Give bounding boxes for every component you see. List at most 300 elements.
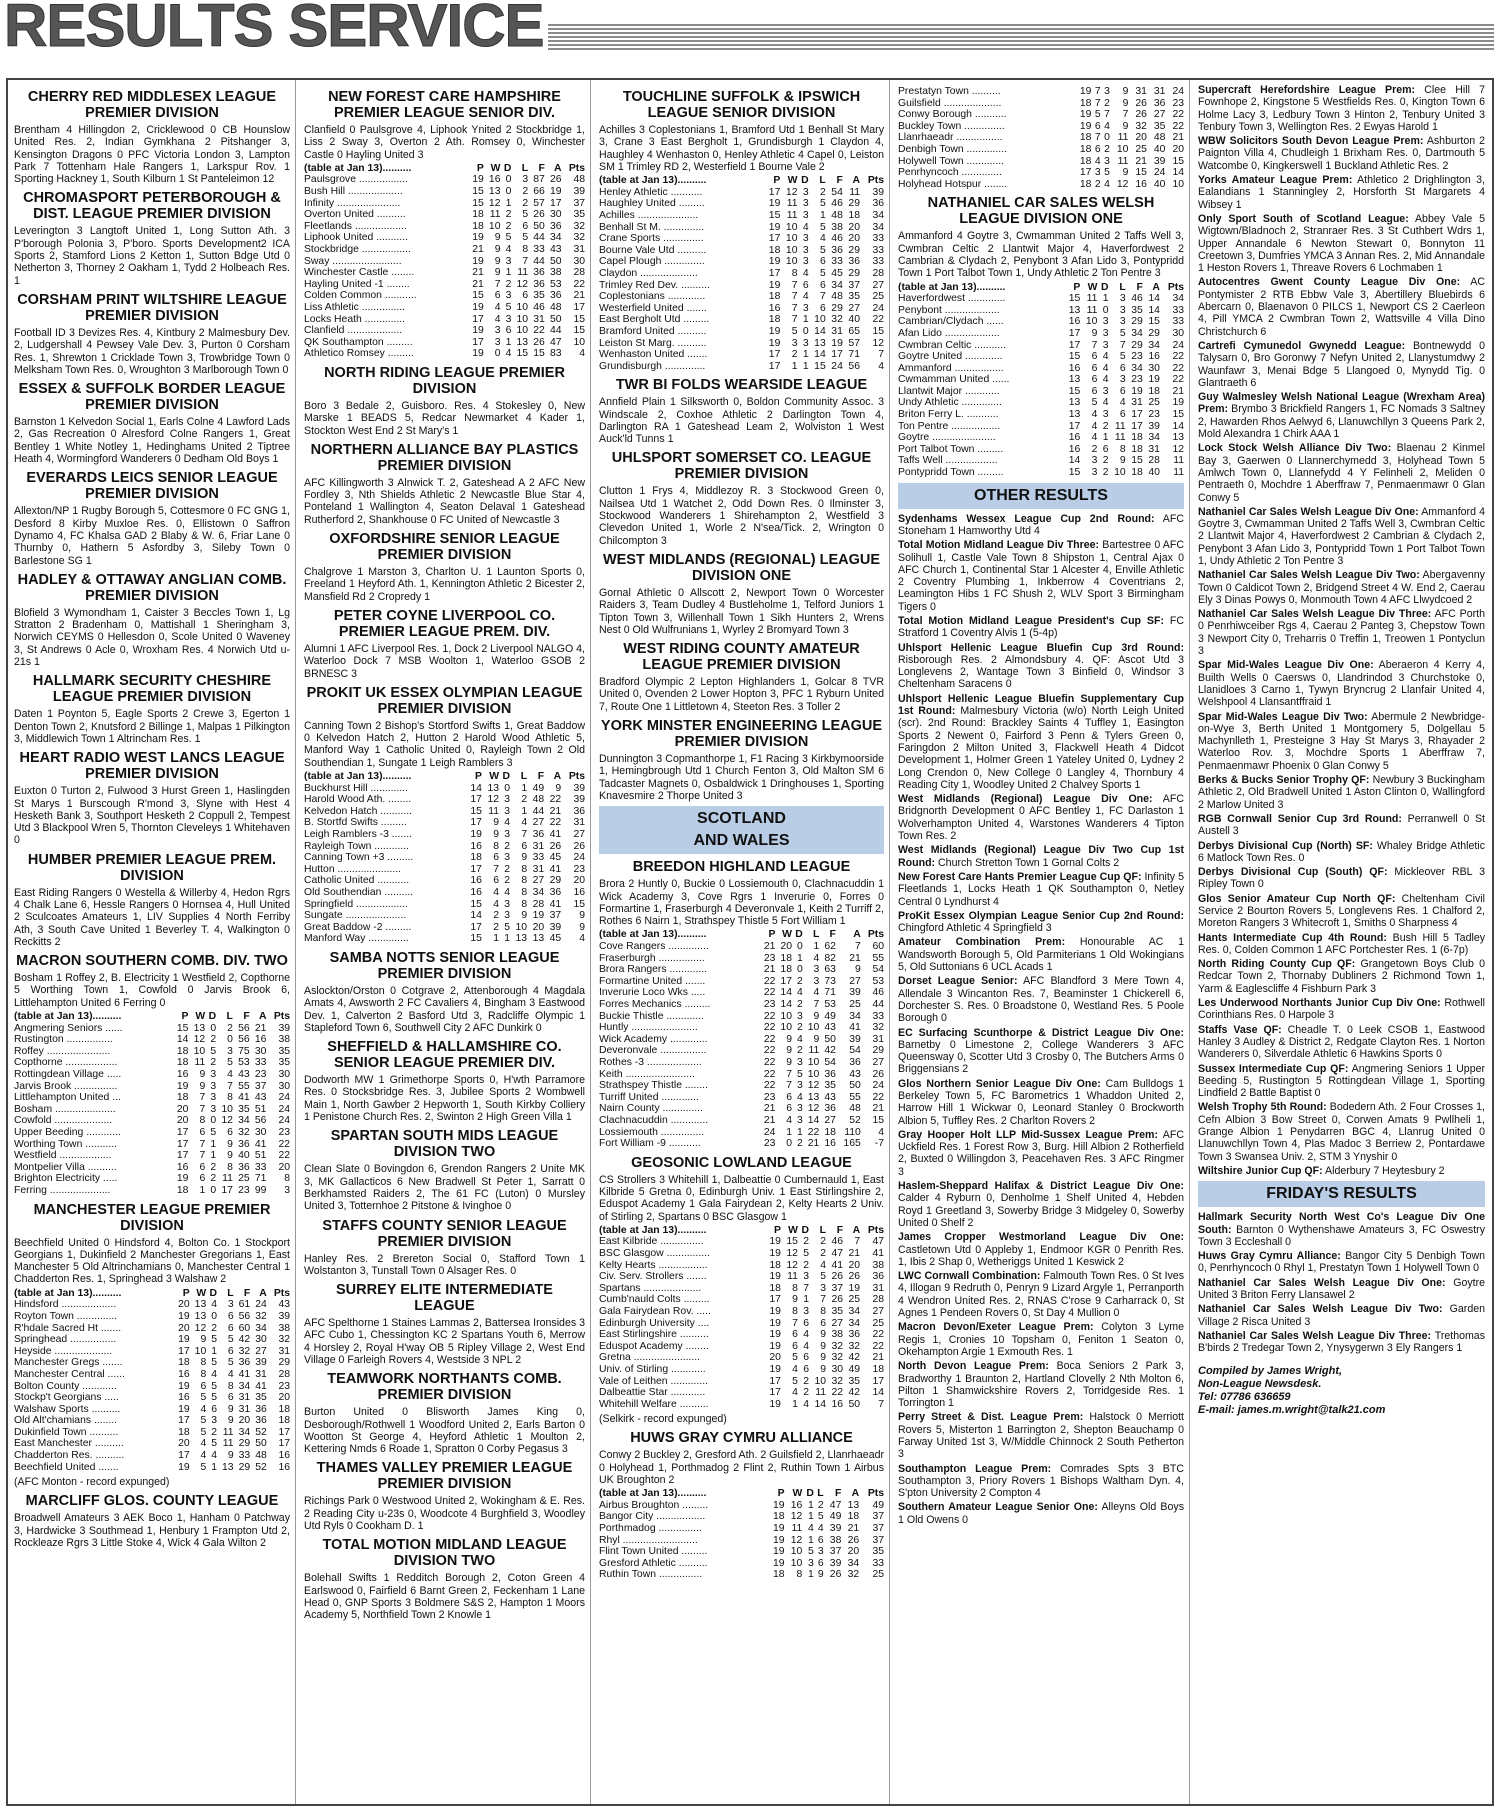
- table-cell: 21: [1172, 132, 1184, 144]
- league-heading: UHLSPORT SOMERSET CO. LEAGUE PREMIER DIVISION: [611, 450, 872, 483]
- table-cell: 19: [1172, 397, 1184, 409]
- competition-name: West Midlands (Regional) League Div Two Cup 1st Round:: [898, 844, 1184, 869]
- table-cell: 53: [238, 1057, 250, 1069]
- table-cell: Westfield ..................: [14, 1150, 112, 1162]
- table-row: [304, 209, 585, 221]
- table-cell: 10: [1114, 467, 1126, 479]
- table-cell: 1: [802, 314, 809, 326]
- table-cell: 19: [768, 221, 781, 233]
- table-cell: 13: [814, 337, 826, 349]
- table-cell: 5: [210, 1127, 217, 1138]
- table-cell: 24: [573, 852, 585, 864]
- table-cell: 49: [872, 1499, 884, 1511]
- table-cell: Ruthin Town ...............: [599, 1569, 703, 1581]
- table-cell: 46: [533, 302, 545, 314]
- league-heading: NATHANIEL CAR SALES WELSH LEAGUE DIVISION ONE: [927, 195, 1155, 228]
- competition-name: Huws Gray Cymru Alliance:: [1198, 1250, 1341, 1263]
- table-cell: 19: [772, 1546, 785, 1558]
- table-cell: 6: [227, 1127, 233, 1138]
- competition-name: Nathaniel Car Sales Welsh League Div Three:: [1198, 1329, 1432, 1342]
- table-cell: 31: [533, 313, 545, 325]
- table-cell: 39: [573, 186, 585, 198]
- table-cell: 16: [278, 1461, 290, 1473]
- table-cell: 6: [1094, 120, 1101, 132]
- table-cell: 11: [808, 1045, 820, 1057]
- table-cell: 35: [848, 291, 860, 303]
- table-cell: 12: [786, 1248, 798, 1260]
- table-cell: 14: [176, 1034, 189, 1046]
- competition-name: Amateur Combination Prem:: [898, 936, 1066, 949]
- results-paragraph: [1198, 866, 1485, 891]
- table-cell: Overton United ..........: [304, 209, 406, 221]
- table-cell: 9: [813, 1010, 820, 1022]
- table-cell: 18: [1079, 155, 1092, 167]
- table-row: [304, 899, 585, 911]
- table-header-cell: W: [195, 1011, 206, 1023]
- table-cell: 24: [1153, 167, 1166, 179]
- table-cell: 17: [780, 975, 792, 987]
- table-cell: 6: [227, 1310, 234, 1322]
- table-header-cell: Pts: [568, 162, 585, 174]
- table-cell: 1: [808, 1511, 814, 1523]
- section-banner: [898, 483, 1184, 509]
- table-cell: 17: [278, 1426, 290, 1438]
- table-cell: 7: [494, 278, 501, 290]
- table-cell: 36: [848, 1329, 861, 1341]
- table-cell: 35: [831, 1306, 844, 1318]
- table-cell: 3: [522, 174, 529, 186]
- league-table: [599, 1225, 884, 1411]
- table-cell: 7: [878, 349, 884, 361]
- table-cell: 41: [831, 1259, 844, 1271]
- table-cell: 23: [763, 1138, 776, 1150]
- table-cell: 19: [769, 1364, 781, 1375]
- table-cell: 18: [1079, 132, 1092, 144]
- results-text: Angmering Seniors 1 Upper Beeding 5, Rustington 5 Rottingdean Village 1, Sporting Lindfield 2 Battle Baptist 0: [1198, 1062, 1485, 1100]
- table-header-cell: P: [773, 1224, 781, 1236]
- league-heading: EVERARDS LEICS SENIOR LEAGUE PREMIER DIVISION: [26, 470, 278, 503]
- results-paragraph: Football ID 3 Devizes Res. 4, Kintbury 2 Malmesbury Dev. 2, Ludgershall 4 Pewsey Vale Dev. 3, Purton 0 Corsham Res. 1, Shrewton 1 Cricklade Town 3, Trowbridge Town 0 Melksham Town Res. 0, Wroughton 3 Marlborough Town 0: [14, 326, 290, 376]
- table-cell: Buckhurst Hill .............: [304, 782, 408, 794]
- table-cell: 6: [199, 1173, 206, 1185]
- table-cell: 23: [763, 952, 776, 964]
- competition-name: Cartrefi Cymunedol Gwynedd League:: [1198, 339, 1406, 352]
- table-cell: 3: [817, 1546, 824, 1558]
- table-cell: 5: [819, 244, 826, 256]
- table-cell: 24: [278, 1092, 290, 1104]
- table-cell: 16: [1068, 443, 1081, 455]
- table-row: [599, 976, 884, 988]
- table-row: [304, 267, 585, 279]
- results-text: Brymbo 3 Brickfield Rangers 1, FC Nomads 3 Saltney 2, Hawarden Rhos Aelwyd 6, Llanuwchllyn 3 Queens Park 2, Mold Alexandra 1 Chirk AAA 1: [1198, 403, 1485, 441]
- table-cell: 1: [808, 1534, 814, 1546]
- table-header-cell: A: [852, 1224, 861, 1236]
- table-cell: 1: [808, 1569, 814, 1581]
- table-cell: 34: [848, 1306, 861, 1318]
- table-cell: 7: [522, 255, 529, 267]
- table-row: [599, 1138, 884, 1150]
- table-cell: 23: [1148, 409, 1160, 421]
- table-cell: Porthmadog ...............: [599, 1523, 702, 1535]
- table-cell: 22: [1172, 362, 1184, 374]
- table-cell: 33: [872, 233, 884, 245]
- table-cell: 29: [238, 1461, 251, 1473]
- table-cell: 5: [504, 921, 511, 933]
- table-cell: 3: [210, 1080, 217, 1092]
- table-cell: 99: [254, 1184, 267, 1196]
- table-cell: 1: [505, 267, 512, 279]
- table-cell: 3: [1094, 167, 1101, 179]
- table-cell: 22: [872, 1329, 884, 1341]
- table-cell: Harold Wood Ath. ........: [304, 794, 412, 806]
- league-table: [304, 163, 585, 360]
- table-cell: 44: [532, 805, 545, 817]
- table-cell: 19: [178, 1403, 190, 1415]
- results-text: Perranwell 0 St Austell 3: [1198, 812, 1485, 838]
- table-cell: 45: [549, 852, 562, 864]
- table-cell: 13: [807, 1091, 820, 1103]
- table-cell: 19: [769, 1306, 781, 1318]
- table-cell: 20: [1172, 143, 1184, 155]
- table-cell: Gretna .......................: [599, 1352, 701, 1364]
- table-cell: 16: [470, 875, 482, 887]
- table-header-cell: A: [853, 929, 861, 941]
- table-cell: 4: [1091, 432, 1098, 444]
- table-cell: 0: [505, 174, 512, 186]
- table-cell: 34: [532, 886, 545, 898]
- competition-name: Lock Stock Welsh Alliance Div Two:: [1198, 442, 1392, 455]
- table-cell: 36: [831, 244, 843, 256]
- table-cell: 12: [516, 278, 529, 290]
- table-cell: 4: [878, 1126, 884, 1138]
- table-cell: 34: [1148, 339, 1160, 351]
- table-cell: 41: [549, 829, 562, 840]
- table-header: [304, 163, 585, 175]
- table-cell: Angmering Seniors ......: [14, 1022, 123, 1034]
- table-cell: 27: [1153, 109, 1166, 121]
- league-heading: GEOSONIC LOWLAND LEAGUE: [631, 1154, 852, 1171]
- table-cell: 44: [550, 325, 562, 337]
- table-row: [304, 841, 585, 853]
- table-cell: 56: [238, 1310, 251, 1322]
- table-cell: 12: [807, 1080, 820, 1092]
- table-cell: 7: [1122, 109, 1129, 121]
- table-cell: 7: [820, 1294, 827, 1306]
- table-cell: 10: [807, 1068, 820, 1080]
- table-cell: 3: [1104, 86, 1110, 97]
- table-cell: 48: [831, 291, 843, 303]
- results-text: Castletown Utd 0 Appleby 1, Endmoor KGR 0 Penrith Res. 1, Ibis 2 Shap 0, Wetheriggs United 1 Keswick 2: [898, 1243, 1184, 1268]
- table-cell: 3: [1102, 385, 1109, 397]
- table-cell: 10: [814, 1375, 827, 1387]
- table-cell: 21: [848, 1248, 861, 1260]
- table-cell: 20: [178, 1299, 190, 1311]
- table-row: [599, 222, 884, 234]
- table-cell: 7: [791, 314, 798, 326]
- table-cell: 16: [790, 1499, 803, 1511]
- table-cell: 87: [533, 174, 545, 186]
- table-cell: 4: [1091, 420, 1098, 432]
- table-cell: 36: [824, 1103, 836, 1115]
- table-cell: 39: [849, 1033, 861, 1045]
- table-cell: 3: [808, 1557, 814, 1569]
- table-cell: 9: [820, 1340, 827, 1352]
- table-cell: 36: [872, 198, 884, 210]
- table-cell: 165: [843, 1138, 861, 1150]
- results-paragraph: AFC Killingworth 3 Alnwick T. 2, Gateshead A 2 AFC New Fordley 3, Nth Shields Athletic 2 Newcastle Blue Star 4, Ponteland 1 Wallington 4, Seaton Delaval 1 Gateshead Rutherford 2, Shankhouse 0 FC United of Newcastle 3: [304, 476, 585, 526]
- table-cell: Worthing Town ...........: [14, 1138, 117, 1150]
- table-row: [599, 245, 884, 257]
- table-cell: Royton Town ..............: [14, 1310, 118, 1322]
- table-cell: 4: [802, 221, 809, 233]
- table-cell: 36: [255, 1403, 267, 1415]
- table-cell: 29: [1148, 327, 1160, 339]
- table-cell: 3: [227, 1299, 234, 1311]
- table-cell: 18: [772, 1511, 785, 1523]
- table-cell: 36: [255, 1415, 267, 1427]
- table-cell: 31: [573, 817, 585, 829]
- table-cell: 22: [763, 987, 776, 999]
- table-cell: 3: [504, 805, 511, 817]
- table-cell: 40: [238, 1150, 250, 1162]
- results-text: Bangor City 5 Denbigh Town 0, Penrhyncoch 0 Rhyl 1, Prestatyn Town 1 Holywell Town 0: [1198, 1250, 1486, 1275]
- table-cell: 21: [849, 952, 861, 964]
- table-cell: 0: [802, 325, 809, 337]
- table-row: [599, 1376, 884, 1388]
- table-cell: 5: [1119, 351, 1126, 363]
- table-cell: 17: [176, 1138, 189, 1150]
- table-cell: 18: [1079, 178, 1092, 190]
- table-cell: 7: [791, 279, 798, 291]
- table-cell: 53: [872, 975, 884, 987]
- table-header-cell: F: [1136, 281, 1143, 293]
- table-cell: 39: [573, 794, 585, 806]
- results-paragraph: [898, 1321, 1184, 1358]
- table-cell: 1: [796, 1126, 803, 1138]
- table-cell: QK Southampton .........: [304, 336, 413, 348]
- table-header-cell: P: [1073, 281, 1081, 293]
- table-cell: Forres Mechanics .........: [599, 998, 711, 1010]
- table-cell: 16: [768, 302, 781, 314]
- table-header-cell: F: [829, 929, 836, 941]
- table-cell: 55: [872, 952, 884, 964]
- competition-name: Nathaniel Car Sales Welsh League Div Three:: [1198, 608, 1432, 621]
- table-header-cell: D: [502, 771, 511, 783]
- table-header-cell: A: [1152, 281, 1160, 293]
- table-cell: 8: [200, 1357, 207, 1369]
- results-paragraph: Barnston 1 Kelvedon Social 1, Earls Colne 4 Lawford Lads 2, Gas Recreation 0 Alresford Colne Rangers 1, Great Bentley 1 White Notley 1, Hedinghams United 2 Tiptree Heath 4, Wormingford Wanderers 0 Dedham Old Boys 1: [14, 416, 290, 466]
- table-cell: 17: [470, 817, 482, 829]
- table-cell: 3: [796, 1114, 803, 1126]
- table-cell: 32: [848, 1340, 861, 1352]
- table-cell: 41: [849, 1022, 861, 1034]
- table-cell: 5: [792, 1375, 798, 1387]
- table-header-cell: D: [806, 1488, 814, 1500]
- table-cell: 36: [573, 805, 585, 817]
- table-cell: 25: [848, 1294, 861, 1306]
- table-header-cell: Pts: [273, 1287, 290, 1299]
- table-cell: 20: [780, 941, 792, 952]
- table-cell: 8: [521, 886, 528, 898]
- table-cell: 5: [227, 1334, 234, 1346]
- section-banner: [599, 806, 884, 854]
- results-paragraph: Beechfield United 0 Hindsford 4, Bolton Co. 1 Stockport Georgians 1, Dukinfield 2 Manchester Gregorians 1, East Manchester 5 Old Altrinchamians 0, Manchester Central 1 Chadderton Res. 1, Springhead 3 Walshaw 2: [14, 1236, 290, 1286]
- table-cell: Bramford United ..........: [599, 325, 707, 337]
- table-cell: 13: [193, 1022, 206, 1034]
- table-cell: 5: [819, 267, 826, 279]
- table-cell: 23: [238, 1184, 250, 1196]
- table-cell: 6: [792, 1340, 798, 1352]
- table-cell: 39: [549, 921, 562, 933]
- table-row: [14, 1427, 290, 1439]
- table-cell: Holyhead Hotspur ........: [898, 178, 1008, 190]
- table-row: [599, 187, 884, 199]
- table-cell: 23: [1131, 374, 1143, 386]
- table-header-cell: D: [801, 1224, 809, 1236]
- table-cell: 2: [521, 794, 528, 806]
- table-cell: Ammanford .................: [898, 362, 1004, 374]
- table-cell: 17: [831, 349, 843, 361]
- table-row: [304, 279, 585, 291]
- table-cell: 18: [278, 1415, 290, 1427]
- table-cell: 11: [222, 1426, 234, 1438]
- table-cell: 9: [494, 244, 501, 256]
- table-cell: 5: [211, 1438, 218, 1450]
- table-cell: 17: [550, 197, 562, 209]
- column-4: [892, 80, 1190, 1804]
- table-cell: 4: [200, 1450, 207, 1462]
- table-cell: 34: [1131, 362, 1143, 374]
- table-cell: 66: [533, 186, 545, 198]
- results-paragraph: [1198, 893, 1485, 930]
- table-cell: 3: [813, 964, 820, 976]
- table-row: [304, 290, 585, 302]
- table-cell: 18: [176, 1184, 189, 1196]
- table-cell: 34: [849, 1010, 861, 1022]
- table-cell: Liphook United ...........: [304, 232, 408, 244]
- table-cell: Dukinfield Town ..........: [14, 1426, 119, 1438]
- table-header-cell: P: [768, 929, 776, 941]
- table-header-cell: (table at Jan 13)..........: [599, 929, 707, 941]
- table-cell: 17: [768, 349, 781, 361]
- table-cell: 30: [278, 1080, 290, 1092]
- table-cell: 22: [549, 817, 562, 829]
- table-cell: 28: [872, 1294, 884, 1306]
- table-cell: 18: [178, 1357, 190, 1369]
- table-cell: 24: [278, 1115, 290, 1127]
- table-cell: 40: [1148, 467, 1160, 479]
- table-cell: 71: [848, 349, 860, 361]
- table-cell: Briton Ferry L. ...........: [898, 409, 999, 421]
- table-cell: 9: [1122, 86, 1129, 97]
- table-cell: Port Talbot Town .........: [898, 443, 1004, 455]
- table-row: [599, 210, 884, 222]
- table-cell: 15: [1131, 455, 1143, 467]
- table-cell: Winchester Castle ........: [304, 267, 415, 279]
- table-cell: 22: [872, 314, 884, 326]
- table-cell: 15: [470, 805, 482, 817]
- results-paragraph: Hanley Res. 2 Brereton Social 0, Stafford Town 1 Wolstanton 3, Tunstall Town 0 Alsager Res. 0: [304, 1252, 585, 1277]
- table-cell: 4: [820, 1259, 827, 1271]
- table-cell: Montpelier Villa ..........: [14, 1161, 117, 1173]
- table-cell: 19: [772, 1534, 785, 1546]
- table-cell: 20: [278, 1392, 290, 1404]
- table-row: [898, 132, 1184, 144]
- table-cell: 17: [573, 302, 585, 314]
- table-row: [304, 337, 585, 349]
- table-cell: 4: [493, 898, 499, 910]
- table-cell: 35: [533, 290, 545, 302]
- competition-name: RGB Cornwall Senior Cup 3rd Round:: [1198, 812, 1402, 825]
- table-cell: 8: [521, 875, 528, 887]
- table-cell: 15: [472, 290, 484, 302]
- table-cell: 38: [872, 1259, 884, 1271]
- competition-name: Nathaniel Car Sales Welsh League Div One:: [1198, 505, 1419, 518]
- table-cell: 15: [1068, 293, 1081, 305]
- table-header-cell: P: [182, 1287, 190, 1299]
- table-cell: Llanrhaeadr ................: [898, 132, 1003, 144]
- table-header-cell: Pts: [867, 1488, 884, 1500]
- table-cell: Strathspey Thistle ........: [599, 1080, 708, 1092]
- table-cell: 3: [803, 1306, 809, 1318]
- table-row: [599, 349, 884, 361]
- table-cell: 32: [255, 1310, 267, 1322]
- table-cell: 27: [848, 302, 860, 314]
- competition-name: Uhlsport Hellenic League Bluefin Cup 3rd Round:: [898, 641, 1184, 654]
- table-cell: 15: [470, 933, 482, 945]
- competition-name: Dorset League Senior:: [898, 975, 1018, 988]
- table-header-cell: (table at Jan 13)..........: [898, 281, 1006, 293]
- table-cell: Roffey ......................: [14, 1045, 111, 1057]
- table-cell: 27: [849, 975, 861, 987]
- table-cell: 39: [829, 1557, 842, 1569]
- table-cell: 4: [493, 886, 499, 898]
- table-cell: 5: [817, 1511, 824, 1523]
- table-cell: 36: [550, 220, 562, 232]
- table-header: [599, 929, 884, 941]
- table-cell: 44: [533, 255, 545, 267]
- table-row: [599, 1236, 884, 1248]
- table-cell: 22: [533, 325, 545, 337]
- table-cell: 6: [803, 1317, 809, 1329]
- table-row: [898, 432, 1184, 444]
- results-paragraph: [898, 1129, 1184, 1178]
- table-cell: 9: [494, 267, 501, 279]
- table-cell: 7: [227, 1080, 233, 1092]
- table-cell: 7: [199, 1150, 206, 1162]
- table-cell: 4: [1102, 362, 1109, 374]
- results-text: Colyton 3 Lyme Regis 1, Cronies 10 Topsham 0, Feniton 1 Seaton 0, Okehampton Argie 1 Exmouth Res. 1: [898, 1321, 1184, 1358]
- table-cell: 34: [238, 1115, 250, 1127]
- table-cell: 6: [1119, 385, 1126, 397]
- results-text: Honourable AC 1 Wandsworth Borough 5, Old Parmiterians 1 Old Wokingians 5, Old Suttonians 6 UCL Acads 1: [898, 936, 1184, 974]
- table-cell: 3: [504, 898, 511, 910]
- table-cell: 10: [790, 1557, 803, 1569]
- table-row: [304, 922, 585, 934]
- table-cell: 6: [1119, 362, 1126, 374]
- table-cell: 47: [831, 1248, 844, 1260]
- table-header-cell: P: [476, 162, 484, 174]
- results-paragraph: [898, 513, 1184, 538]
- table-cell: 6: [199, 1127, 206, 1138]
- table-row: [304, 852, 585, 864]
- table-cell: Cumb'nauld Colts .........: [599, 1294, 710, 1306]
- league-heading: TOTAL MOTION MIDLAND LEAGUE DIVISION TWO: [322, 1537, 567, 1570]
- table-cell: 28: [278, 1368, 290, 1380]
- table-cell: 47: [872, 1236, 884, 1248]
- results-paragraph: [898, 1411, 1184, 1460]
- table-cell: East Manchester ..........: [14, 1438, 124, 1450]
